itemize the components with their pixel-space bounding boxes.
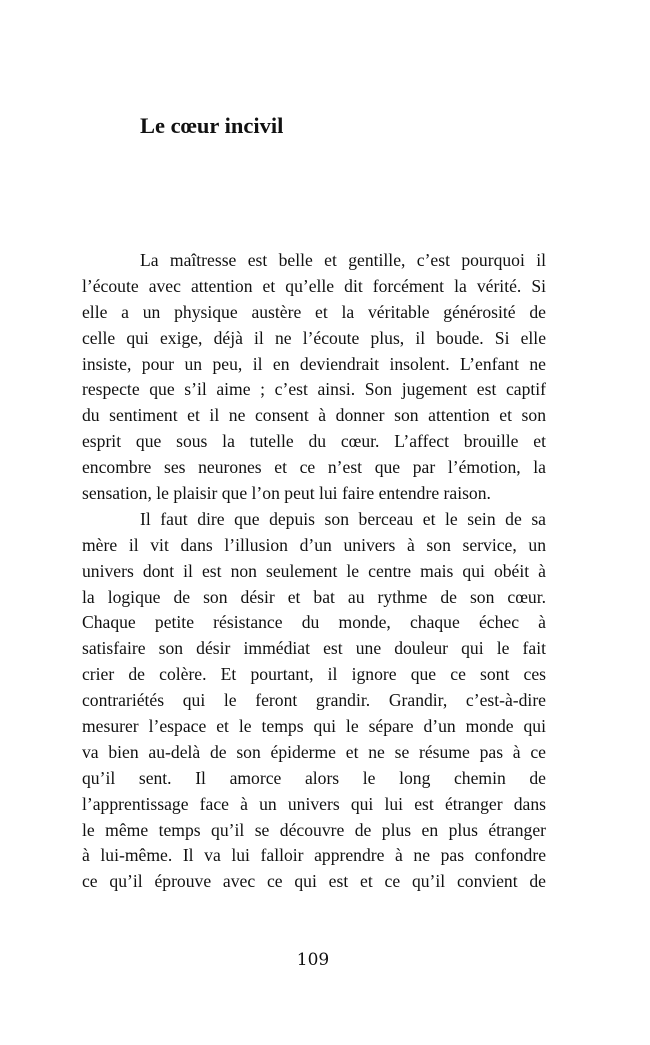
text-line: Chaque petite résistance du monde, chaque échec à — [82, 612, 546, 633]
text-line: crier de colère. Et pourtant, il ignore que ce sont ces — [82, 664, 546, 685]
text-line: va bien au-delà de son épiderme et ne se résume pas à ce — [82, 741, 546, 762]
text-line: mesurer l’espace et le temps qui le sépare d’un monde qui — [82, 716, 546, 737]
paragraph — [82, 248, 546, 507]
text-line: insiste, pour un peu, il en deviendrait insolent. L’enfant ne — [82, 353, 546, 374]
text-line: à lui-même. Il va lui falloir apprendre à ne pas confondre — [82, 845, 546, 866]
text-line: elle a un physique austère et la véritable générosité de — [82, 301, 546, 322]
text-line: mère il vit dans l’illusion d’un univers à son service, un — [82, 534, 546, 555]
text-line: l’apprentissage face à un univers qui lui est étranger dans — [82, 793, 546, 814]
text-line: univers dont il est non seulement le centre mais qui obéit à — [82, 560, 546, 581]
chapter-title: Le cœur incivil — [140, 113, 284, 138]
text-line: le même temps qu’il se découvre de plus en plus étranger — [82, 819, 546, 840]
body-text — [82, 248, 546, 895]
text-line: esprit que sous la tutelle du cœur. L’affect brouille et — [82, 431, 546, 452]
text-line: l’écoute avec attention et qu’elle dit forcément la vérité. Si — [82, 275, 546, 296]
text-line: qu’il sent. Il amorce alors le long chemin de — [82, 767, 546, 788]
text-line: Il faut dire que depuis son berceau et le sein de sa — [140, 508, 546, 529]
text-line: du sentiment et il ne consent à donner son attention et son — [82, 405, 546, 426]
page-number: 109 — [296, 950, 330, 970]
text-line: La maîtresse est belle et gentille, c’est pourquoi il — [140, 250, 546, 270]
paragraph — [82, 507, 546, 895]
text-line: celle qui exige, déjà il ne l’écoute plus, il boude. Si elle — [82, 327, 546, 348]
text-line: la logique de son désir et bat au rythme de son cœur. — [82, 586, 546, 607]
text-line: respecte que s’il aime ; c’est ainsi. Son jugement est captif — [82, 379, 546, 400]
text-line: satisfaire son désir immédiat est une douleur qui le fait — [82, 638, 546, 659]
text-line: encombre ses neurones et ce n’est que par l’émotion, la — [82, 457, 546, 478]
text-line: sensation, le plaisir que l’on peut lui faire entendre raison. — [82, 483, 491, 504]
text-line: contrariétés qui le feront grandir. Grandir, c’est-à-dire — [82, 690, 546, 711]
text-line: ce qu’il éprouve avec ce qui est et ce qu’il convient de — [82, 871, 546, 892]
